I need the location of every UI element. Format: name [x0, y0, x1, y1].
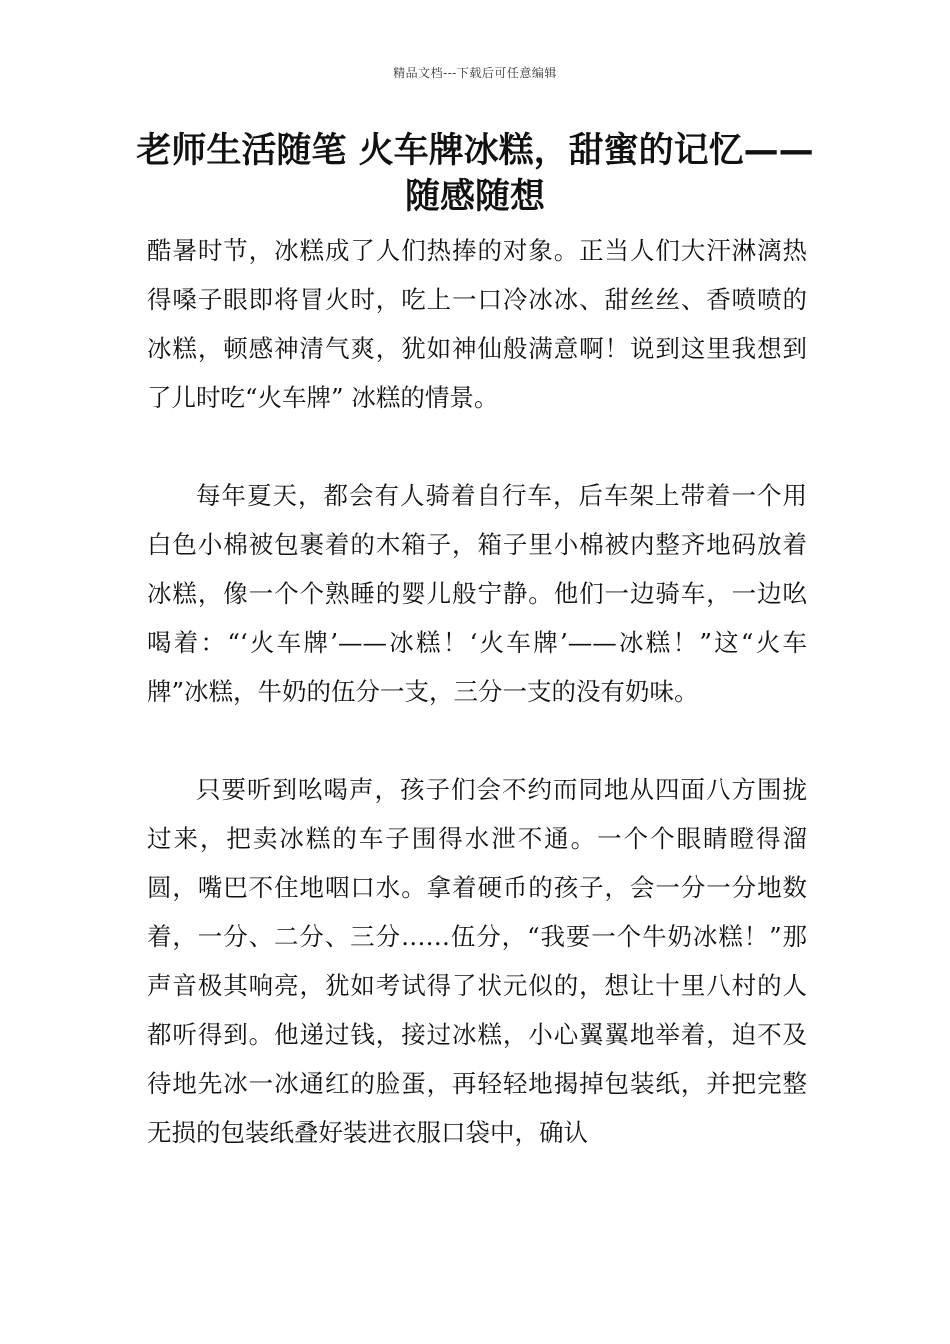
paragraph-1: 酷暑时节，冰糕成了人们热捧的对象。正当人们大汗淋漓热得嗓子眼即将冒火时，吃上一口冷冰冰、甜丝丝、香喷喷的冰糕，顿感神清气爽，犹如神仙般满意啊！说到这里我想到了儿时吃“火车牌” 冰糕的情景。 — [147, 236, 807, 412]
document-body — [147, 226, 807, 1157]
paragraph-2: 每年夏天，都会有人骑着自行车，后车架上带着一个用白色小棉被包裹着的木箱子，箱子里小棉被内整齐地码放着冰糕，像一个个熟睡的婴儿般宁静。他们一边骑车，一边吆喝着：“‘火车牌’——冰糕！‘火车牌’——冰糕！”这“火车牌”冰糕，牛奶的伍分一支，三分一支的没有奶味。 — [147, 481, 807, 706]
header-note: 精品文档---下载后可任意编辑 — [393, 66, 557, 80]
document-title: 老师生活随笔 火车牌冰糕，甜蜜的记忆——随感随想 — [136, 131, 814, 217]
paragraph-spacer — [147, 716, 807, 765]
paragraph-spacer — [147, 422, 807, 471]
paragraph-3: 只要听到吆喝声，孩子们会不约而同地从四面八方围拢过来，把卖冰糕的车子围得水泄不通。一个个眼睛瞪得溜圆，嘴巴不住地咽口水。拿着硬币的孩子，会一分一分地数着，一分、二分、三分……伍分，“我要一个牛奶冰糕！”那声音极其响亮，犹如考试得了状元似的，想让十里八村的人都听得到。他递过钱，接过冰糕，小心翼翼地举着，迫不及待地先冰一冰通红的脸蛋，再轻轻地揭掉包装纸，并把完整无损的包装纸叠好装进衣服口袋中，确认 — [147, 775, 807, 1147]
